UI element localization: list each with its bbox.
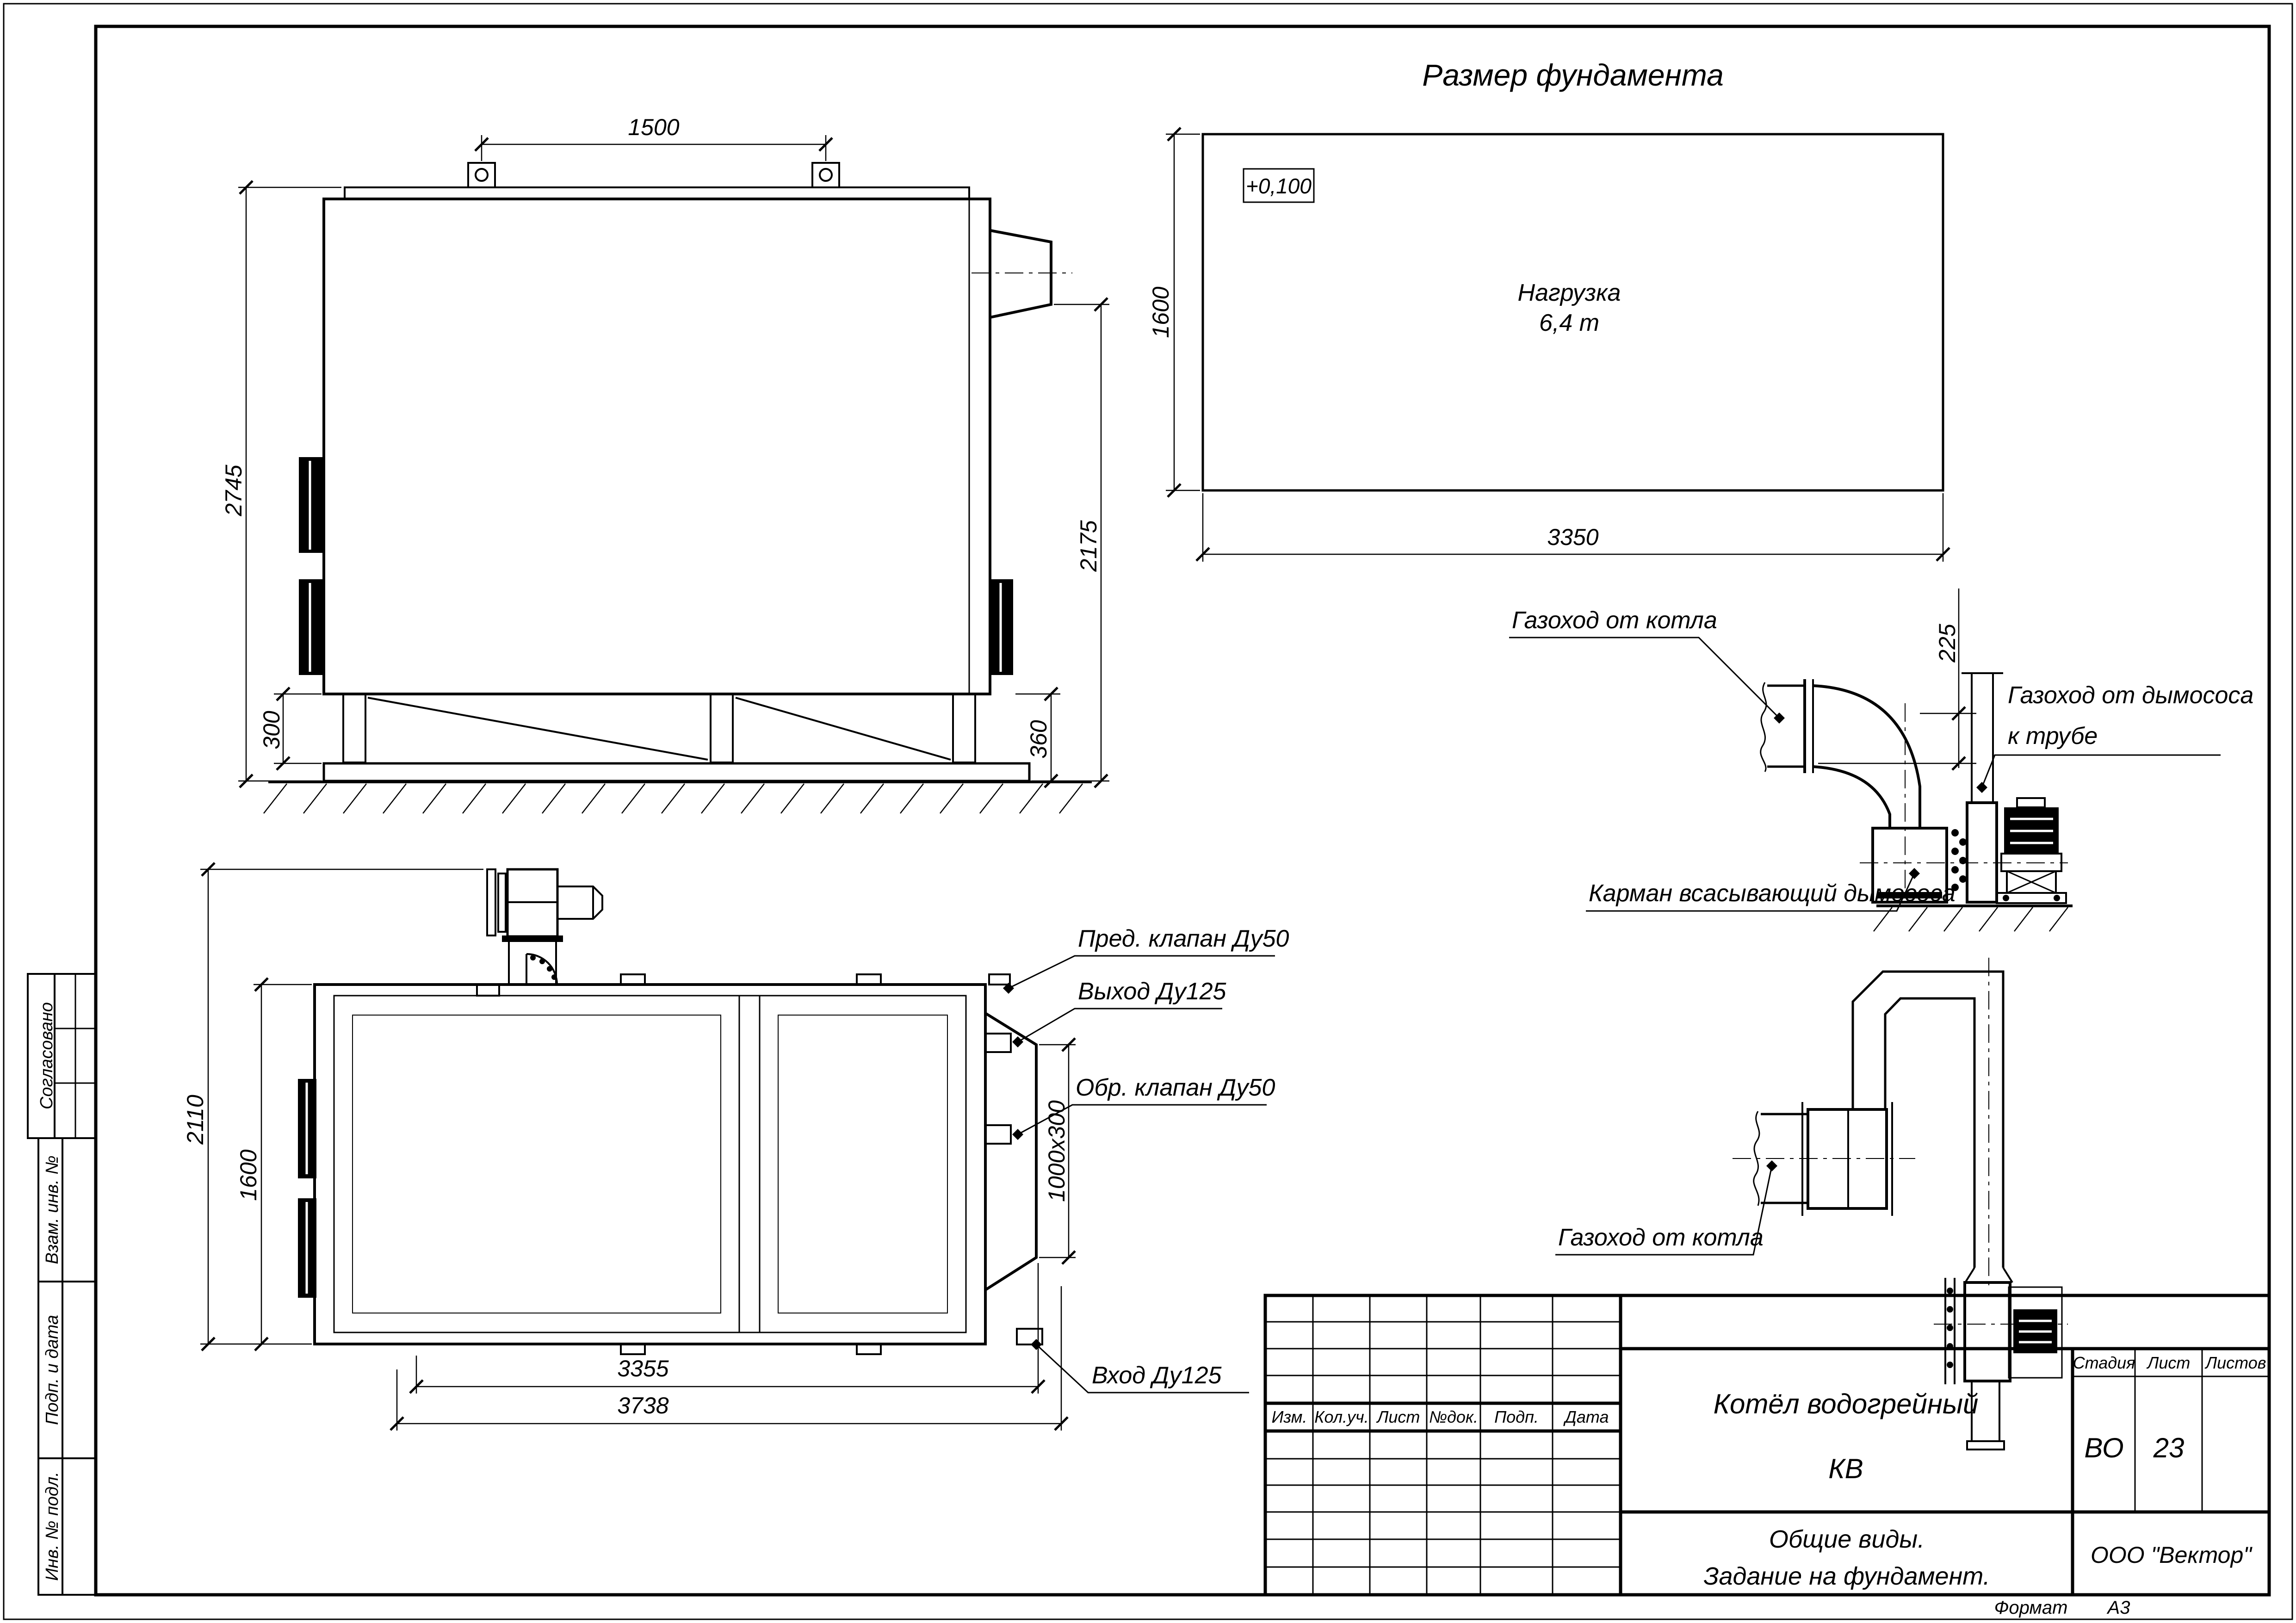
dim-3355: 3355 <box>617 1356 669 1381</box>
dim-2175: 2175 <box>1076 520 1102 572</box>
title-block <box>1265 1295 2269 1618</box>
dim-2745: 2745 <box>221 465 247 516</box>
tb-product-name-2: КВ <box>1828 1453 1863 1484</box>
duct-side-view <box>1509 607 2253 931</box>
tb-header-data: Дата <box>1565 1407 1609 1426</box>
dim-1600-foundation: 1600 <box>1148 286 1174 338</box>
dim-1600-plan: 1600 <box>235 1149 261 1201</box>
load-label-1: Нагрузка <box>1517 279 1621 306</box>
label-outlet: Выход Ду125 <box>1078 978 1226 1005</box>
label-inlet: Вход Ду125 <box>1092 1362 1222 1389</box>
tb-header-list: Лист <box>1377 1407 1420 1426</box>
dim-3738: 3738 <box>617 1393 669 1419</box>
dim-1500: 1500 <box>628 114 680 140</box>
label-duct-to-stack-1: Газоход от дымососа <box>2008 682 2254 709</box>
label-duct-from-boiler-side: Газоход от котла <box>1512 607 1717 634</box>
tb-header-ndok: №док. <box>1429 1407 1478 1426</box>
tb-col-sheets: Листов <box>2205 1353 2266 1372</box>
page-title: Размер фундамента <box>1422 58 1724 92</box>
tb-doc-title-1: Общие виды. <box>1769 1525 1925 1553</box>
tb-sheet-value: 23 <box>2153 1432 2185 1463</box>
format-value: А3 <box>2107 1598 2130 1618</box>
dim-360: 360 <box>1026 720 1052 759</box>
dim-flue-1000x300: 1000x300 <box>1044 1100 1070 1202</box>
dim-3350: 3350 <box>1547 524 1599 550</box>
left-stamp-column <box>28 974 96 1595</box>
label-safety-valve: Пред. клапан Ду50 <box>1078 925 1289 952</box>
dim-2110: 2110 <box>182 1095 208 1145</box>
boiler-plan-view <box>182 863 1289 1431</box>
tb-stage-value: ВО <box>2084 1432 2124 1463</box>
tb-doc-title-2: Задание на фундамент. <box>1703 1562 1990 1590</box>
duct-plan-view <box>1555 958 2068 1450</box>
stamp-approved: Согласовано <box>37 1002 56 1109</box>
label-check-valve: Обр. клапан Ду50 <box>1076 1074 1275 1101</box>
tb-header-podp: Подп. <box>1494 1407 1539 1426</box>
tb-product-name-1: Котёл водогрейный <box>1713 1388 1979 1419</box>
load-label-2: 6,4 т <box>1539 310 1600 336</box>
stamp-sign-date: Подп. и дата <box>43 1315 62 1425</box>
tb-header-koluch: Кол.уч. <box>1314 1407 1369 1426</box>
stamp-replace-inv: Взам. инв. № <box>43 1155 62 1264</box>
elevation-mark: +0,100 <box>1246 174 1312 198</box>
label-duct-from-boiler-plan: Газоход от котла <box>1558 1224 1764 1251</box>
stamp-inv-orig: Инв. № подл. <box>43 1472 62 1581</box>
boiler-side-view <box>221 114 1109 813</box>
dim-225: 225 <box>1934 624 1960 663</box>
foundation-plan <box>1148 128 1976 770</box>
dim-300: 300 <box>259 711 285 750</box>
format-label: Формат <box>1994 1598 2068 1618</box>
label-duct-to-stack-2: к трубе <box>2008 723 2098 750</box>
tb-col-stage: Стадия <box>2073 1353 2135 1372</box>
tb-col-sheet: Лист <box>2147 1353 2191 1372</box>
label-pocket: Карман всасывающий дымососа <box>1589 880 1956 907</box>
tb-header-izm: Изм. <box>1271 1407 1307 1426</box>
tb-company: ООО "Вектор" <box>2090 1542 2252 1568</box>
